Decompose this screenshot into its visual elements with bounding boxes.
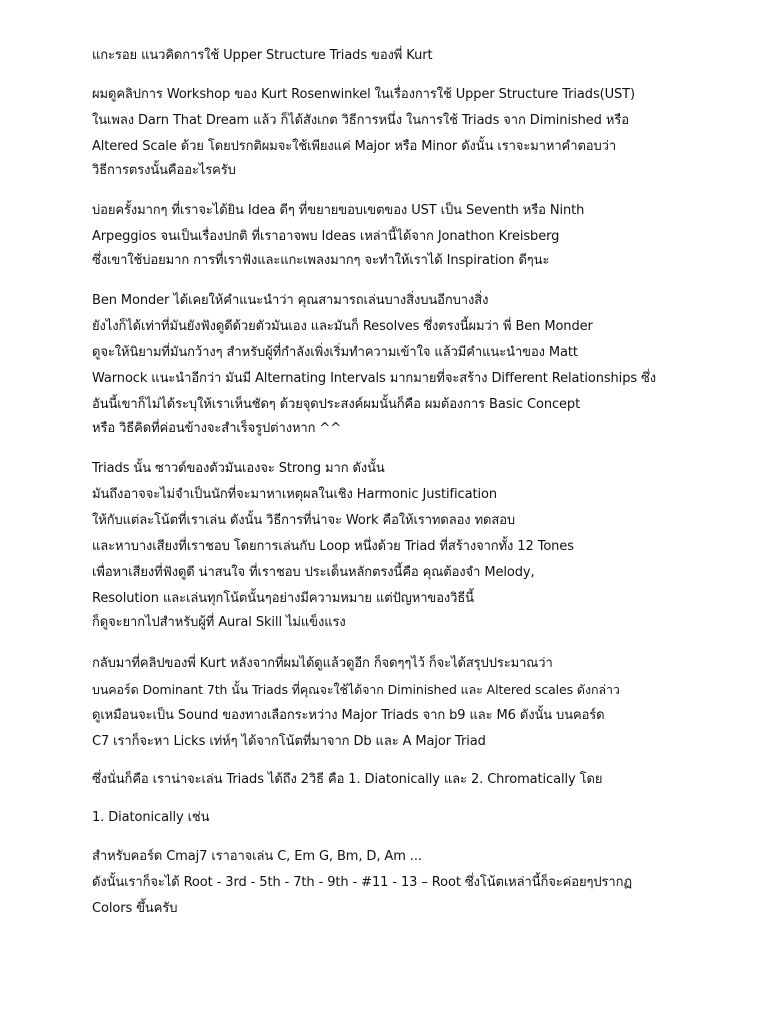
paragraph-4-line-6: Resolution และเล่นทุกโน้ตนั้นๆอย่างมีความหมาย แต่ปัญหาของวิธีนี้ (92, 591, 474, 606)
paragraph-4-line-7: ก็ดูจะยากไปสำหรับผู้ที่ Aural Skill ไม่แข็งแรง (92, 615, 346, 630)
paragraph-1-line-4: วิธีการตรงนั้นคืออะไรครับ (92, 163, 236, 178)
document-title-line: แกะรอย แนวคิดการใช้ Upper Structure Triads ของพี่ Kurt (92, 48, 433, 63)
paragraph-2-line-3: ซึ่งเขาใช้บ่อยมาก การที่เราฟังและแกะเพลงมากๆ จะทำให้เราได้ Inspiration ดีๆนะ (92, 253, 550, 268)
paragraph-8-line-3: Colors ขึ้นครับ (92, 901, 178, 916)
paragraph-1-line-3: Altered Scale ด้วย โดยปรกติผมจะใช้เพียงแค่ Major หรือ Minor ดังนั้น เราจะมาหาคำตอบว่า (92, 139, 617, 154)
paragraph-4-line-3: ให้กับแต่ละโน้ตที่เราเล่น ดังนั้น วิธีการที่น่าจะ Work คือให้เราทดลอง ทดสอบ (92, 513, 516, 528)
paragraph-8-line-2: ดังนั้นเราก็จะได้ Root - 3rd - 5th - 7th - 9th - #11 - 13 – Root ซึ่งโน้ตเหล่านี้ก็จะค่อยๆปรากฏ (92, 875, 633, 890)
paragraph-4-line-1: Triads นั้น ซาวด์ของตัวมันเองจะ Strong มาก ดังนั้น (92, 461, 385, 476)
paragraph-3-line-2: ยังไงก็ได้เท่าที่มันยังฟังดูดีด้วยตัวมันเอง และมันก็ Resolves ซึ่งตรงนี้ผมว่า พี่ Ben Monder (92, 319, 593, 334)
paragraph-1-line-1: ผมดูคลิปการ Workshop ของ Kurt Rosenwinkel ในเรื่องการใช้ Upper Structure Triads(UST) (92, 87, 635, 102)
paragraph-4-line-4: และหาบางเสียงที่เราชอบ โดยการเล่นกับ Loop หนึ่งด้วย Triad ที่สร้างจากทั้ง 12 Tones (92, 539, 574, 554)
paragraph-5-line-2: บนคอร์ด Dominant 7th นั้น Triads ที่คุณจะใช้ได้จาก Diminished และ Altered scales ดังกล่าว (92, 682, 620, 697)
paragraph-8-line-1: สำหรับคอร์ด Cmaj7 เราอาจเล่น C, Em G, Bm, D, Am ... (92, 849, 422, 864)
paragraph-5-line-3: ดูเหมือนจะเป็น Sound ของทางเลือกระหว่าง Major Triads จาก b9 และ M6 ดังนั้น บนคอร์ด (92, 708, 605, 723)
paragraph-3-line-6: หรือ วิธีคิดที่ค่อนข้างจะสำเร็จรูปต่างหาก ^^ (92, 421, 342, 436)
paragraph-6-line-1: ซึ่งนั่นก็คือ เราน่าจะเล่น Triads ได้ถึง 2วิธี คือ 1. Diatonically และ 2. Chromatically โดย (92, 772, 603, 787)
paragraph-4-line-5: เพื่อหาเสียงที่ฟังดูดี น่าสนใจ ที่เราชอบ ประเด็นหลักตรงนี้คือ คุณต้องจำ Melody, (92, 565, 535, 580)
paragraph-3-line-3: ดูจะให้นิยามที่มันกว้างๆ สำหรับผู้ที่กำลังเพิ่งเริ่มทำความเข้าใจ แล้วมีคำแนะนำของ Matt (92, 345, 578, 360)
paragraph-3-line-1: Ben Monder ได้เคยให้คำแนะนำว่า คุณสามารถเล่นบางสิ่งบนอีกบางสิ่ง (92, 293, 489, 308)
paragraph-3-line-4: Warnock แนะนำอีกว่า มันมี Alternating Intervals มากมายที่จะสร้าง Different Relationships ซึ่ง (92, 371, 657, 386)
paragraph-5-line-4: C7 เราก็จะหา Licks เท่ห์ๆ ได้จากโน้ตที่มาจาก Db และ A Major Triad (92, 734, 486, 749)
paragraph-2-line-1: บ่อยครั้งมากๆ ที่เราจะได้ยิน Idea ดีๆ ที่ขยายขอบเขตของ UST เป็น Seventh หรือ Ninth (92, 203, 585, 218)
paragraph-1-line-2: ในเพลง Darn That Dream แล้ว ก็ได้สังเกต วิธีการหนึ่ง ในการใช้ Triads จาก Diminished หรือ (92, 113, 629, 128)
paragraph-5-line-1: กลับมาที่คลิปของพี่ Kurt หลังจากที่ผมได้ดูแล้วดูอีก ก็จดๆๆไว้ ก็จะได้สรุปประมาณว่า (92, 656, 553, 671)
paragraph-4-line-2: มันถึงอาจจะไม่จำเป็นนักที่จะมาหาเหตุผลในเชิง Harmonic Justification (92, 487, 497, 502)
paragraph-3-line-5: อันนี้เขาก็ไม่ได้ระบุให้เราเห็นชัดๆ ด้วยจุดประสงค์ผมนั้นก็คือ ผมต้องการ Basic Concept (92, 397, 581, 412)
paragraph-2-line-2: Arpeggios จนเป็นเรื่องปกติ ที่เราอาจพบ Ideas เหล่านี้ได้จาก Jonathon Kreisberg (92, 229, 560, 244)
paragraph-7-line-1: 1. Diatonically เช่น (92, 810, 210, 825)
